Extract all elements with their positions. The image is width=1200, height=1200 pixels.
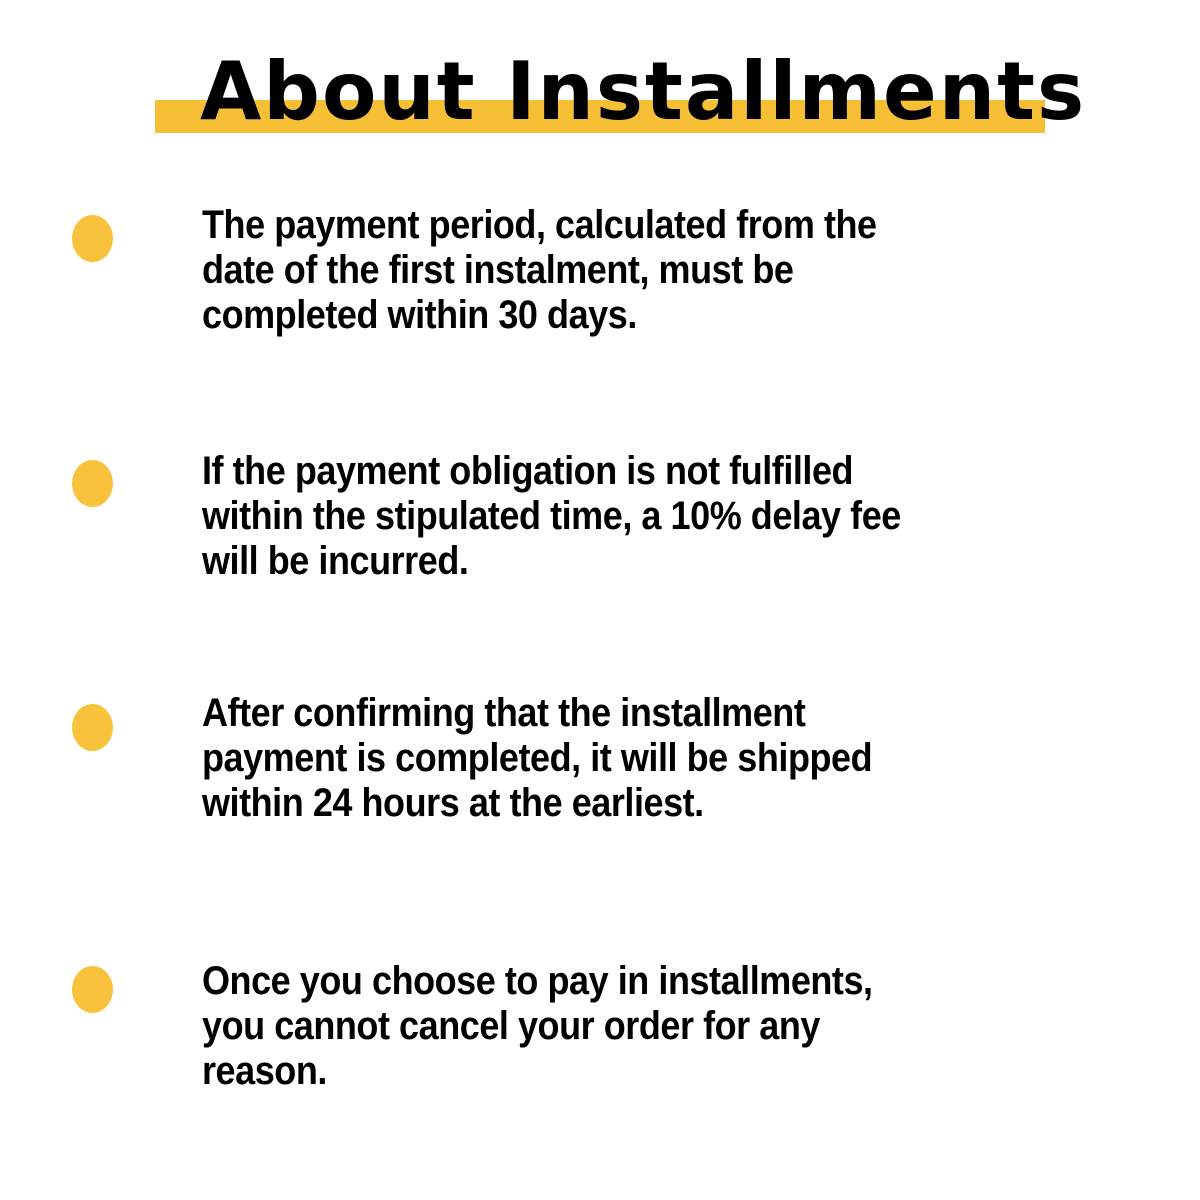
bullet-item-3-line-3: within 24 hours at the earliest.: [202, 781, 704, 825]
bullet-dot-icon: [72, 460, 113, 507]
bullet-item-1-line-3: completed within 30 days.: [202, 293, 637, 337]
bullet-item-3: [202, 691, 872, 826]
bullet-item-2: [202, 449, 901, 584]
bullet-item-2-line-2: within the stipulated time, a 10% delay fee: [202, 494, 901, 538]
bullet-item-1: [202, 203, 877, 338]
bullet-item-1-line-1: The payment period, calculated from the: [202, 203, 877, 247]
bullet-dot-icon: [72, 215, 113, 262]
bullet-item-3-line-1: After confirming that the installment: [202, 691, 806, 735]
bullet-item-1-line-2: date of the first instalment, must be: [202, 248, 794, 292]
bullet-item-2-line-1: If the payment obligation is not fulfilled: [202, 449, 854, 493]
bullet-dot-icon: [72, 966, 113, 1013]
bullet-item-3-line-2: payment is completed, it will be shipped: [202, 736, 873, 780]
page-title: About Installments: [200, 45, 1087, 138]
bullet-item-4: [202, 959, 873, 1094]
bullet-item-4-line-2: you cannot cancel your order for any: [202, 1004, 820, 1048]
bullet-item-4-line-1: Once you choose to pay in installments,: [202, 959, 873, 1003]
bullet-item-2-line-3: will be incurred.: [202, 539, 469, 583]
bullet-dot-icon: [72, 704, 113, 751]
bullet-item-4-line-3: reason.: [202, 1049, 327, 1093]
